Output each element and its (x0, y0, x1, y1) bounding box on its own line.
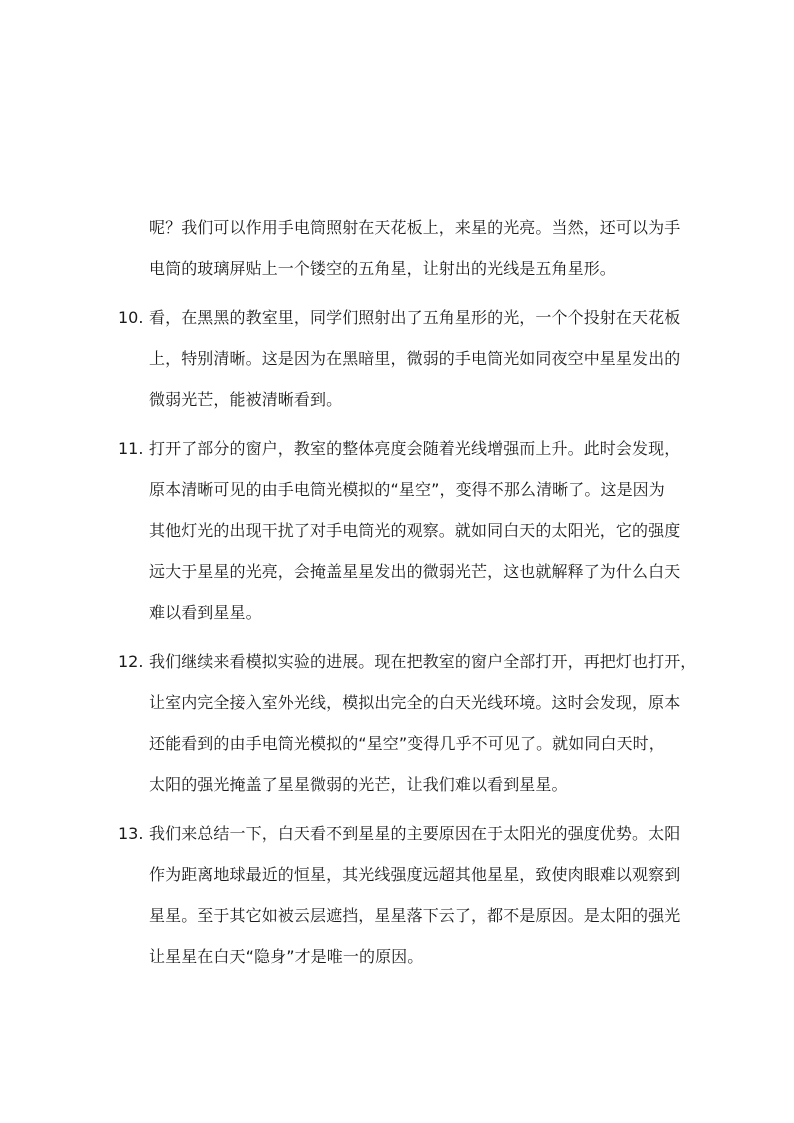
text-line: 看，在黑黑的教室里，同学们照射出了五角星形的光，一个个投射在天花板 (149, 308, 681, 327)
text-line: 太阳的强光掩盖了星星微弱的光芒，让我们难以看到星星。 (149, 775, 568, 794)
continued-paragraph (118, 207, 688, 289)
text-line: 上，特别清晰。这是因为在黑暗里，微弱的手电筒光如同夜空中星星发出的 (149, 349, 681, 368)
text-line: 我们来总结一下，白天看不到星星的主要原因在于太阳光的强度优势。太阳 (149, 824, 681, 843)
text-line: 让星星在白天“隐身”才是唯一的原因。 (149, 947, 424, 966)
item-number: 11. (118, 439, 144, 458)
paragraph-gap (118, 805, 688, 813)
text-line: 作为距离地球最近的恒星，其光线强度远超其他星星，致使肉眼难以观察到 (149, 865, 681, 884)
item-number: 10. (118, 308, 144, 327)
list-item (118, 641, 697, 805)
text-line: 星星。至于其它如被云层遮挡，星星落下云了，都不是原因。是太阳的强光 (149, 906, 681, 925)
paragraph-gap (118, 633, 688, 641)
list-item (118, 813, 688, 977)
list-item (118, 428, 688, 633)
text-line: 让室内完全接入室外光线，模拟出完全的白天光线环境。这时会发现，原本 (149, 693, 681, 712)
text-line: 远大于星星的光亮，会掩盖星星发出的微弱光芒，这也就解释了为什么白天 (149, 562, 681, 581)
text-line: 其他灯光的出现干扰了对手电筒光的观察。就如同白天的太阳光，它的强度 (149, 521, 681, 540)
text-line: 难以看到星星。 (149, 603, 262, 622)
text-line: 微弱光芒，能被清晰看到。 (149, 390, 343, 409)
text-line: 还能看到的由手电筒光模拟的“星空”变得几乎不可见了。就如同白天时， (149, 734, 665, 753)
text-line: 呢？我们可以作用手电筒照射在天花板上，来星的光亮。当然，还可以为手 (149, 218, 681, 237)
text-line: 打开了部分的窗户，教室的整体亮度会随着光线增强而上升。此时会发现， (149, 439, 681, 458)
list-item (118, 297, 688, 420)
text-line: 我们继续来看模拟实验的进展。现在把教室的窗户全部打开，再把灯也打开， (149, 652, 697, 671)
document-body (118, 207, 697, 977)
item-number: 13. (118, 824, 144, 843)
text-line: 原本清晰可见的由手电筒光模拟的“星空”，变得不那么清晰了。这是因为 (149, 480, 665, 499)
item-number: 12. (118, 652, 144, 671)
paragraph-gap (118, 289, 688, 297)
paragraph-gap (118, 420, 688, 428)
text-line: 电筒的玻璃屏贴上一个镂空的五角星，让射出的光线是五角星形。 (149, 259, 616, 278)
